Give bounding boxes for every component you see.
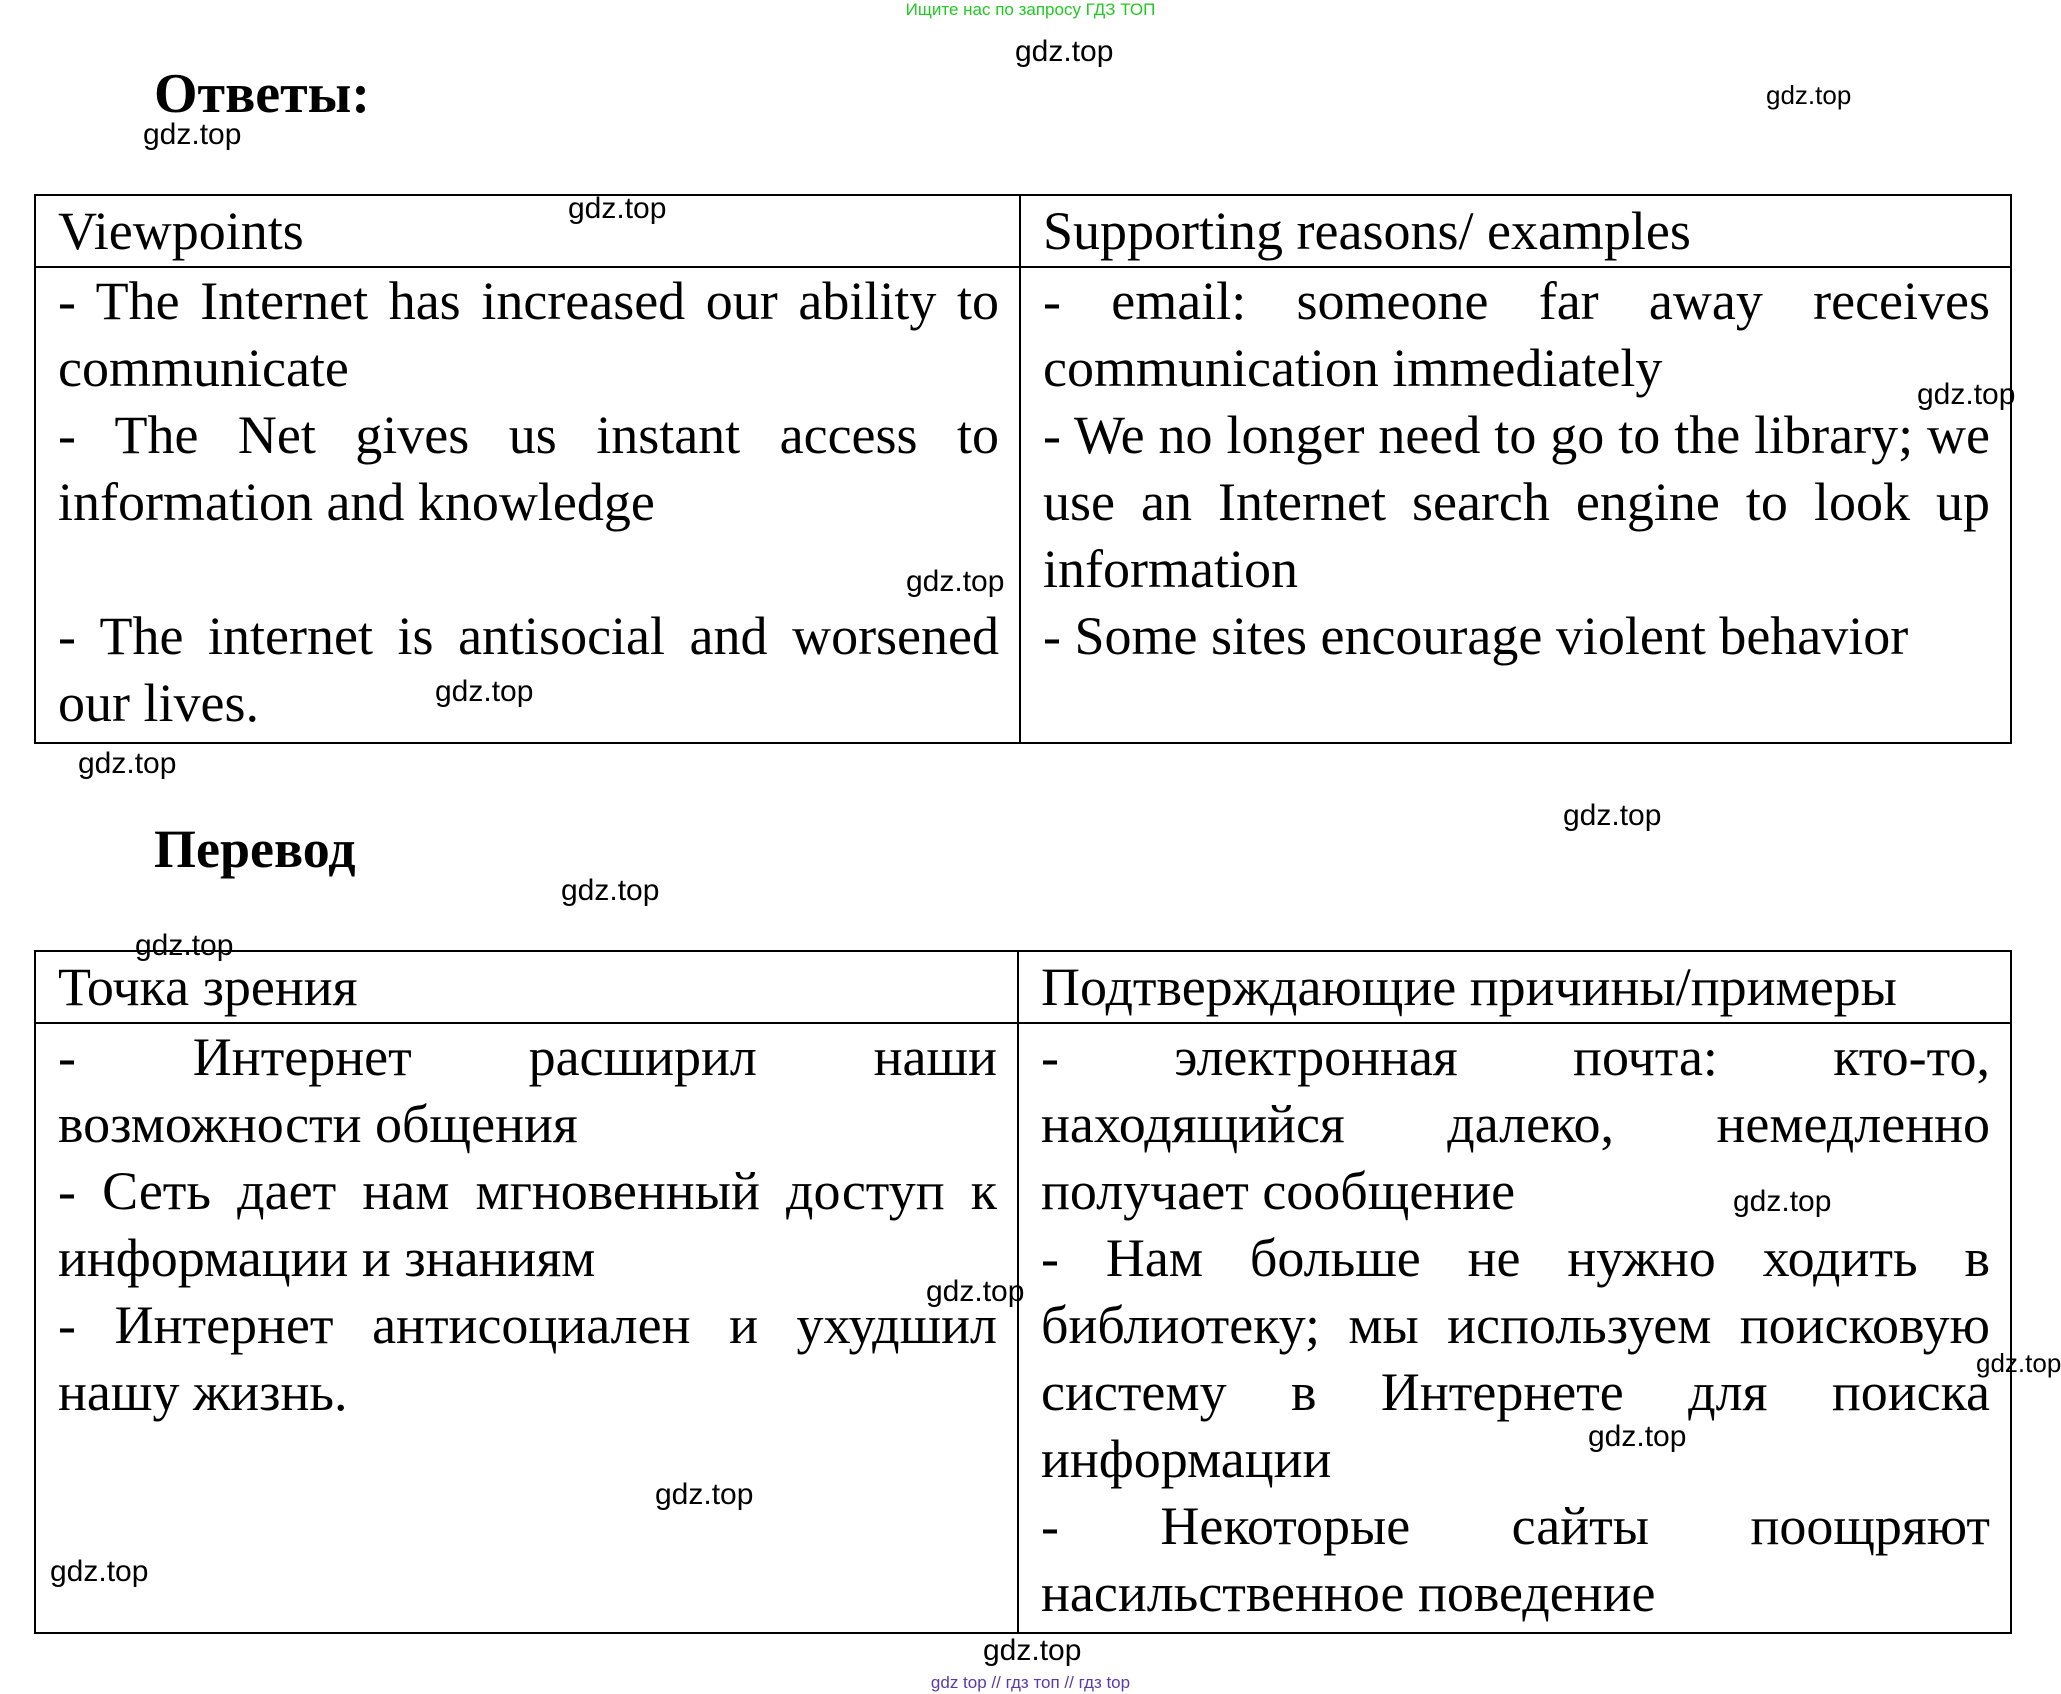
viewpoint-item: - The internet is antisocial and worsened our lives. [58,606,999,733]
watermark: gdz.top [568,192,667,225]
column-header-reasons-ru: Подтверждающие причины/примеры [1018,951,2011,1023]
viewpoint-item: - The Net gives us instant access to information and knowledge [58,405,999,532]
watermark: gdz.top [1733,1185,1832,1218]
watermark: gdz.top [1015,35,1114,68]
reason-item: - email: someone far away receives communication immediately [1043,271,1990,398]
translation-heading: Перевод [154,819,356,879]
reasons-cell-ru [1018,1023,2011,1633]
watermark: gdz.top [983,1634,1082,1667]
watermark: gdz.top [1588,1420,1687,1453]
translation-table [34,950,2012,1634]
column-header-reasons: Supporting reasons/ examples [1020,195,2011,267]
watermark: gdz.top [561,874,660,907]
watermark: gdz.top [655,1478,754,1511]
watermark: gdz.top [78,747,177,780]
column-header-viewpoints-ru: Точка зрения [35,951,1018,1023]
viewpoints-cell [35,267,1020,743]
footer-links[interactable]: gdz top // гдз топ // гдз top [930,1673,1131,1692]
viewpoint-item-ru: - Сеть дает нам мгновенный доступ к информации и знаниям [58,1161,997,1288]
watermark: gdz.top [143,118,242,151]
watermark: gdz.top [906,565,1005,598]
watermark: gdz.top [1563,799,1662,832]
viewpoint-item-ru: - Интернет антисоциален и ухудшил нашу жизнь. [58,1295,997,1422]
top-banner[interactable]: Ищите нас по запросу ГДЗ ТОП [905,0,1156,19]
viewpoint-item: - The Internet has increased our ability to communicate [58,271,999,398]
reason-item-ru: - Нам больше не нужно ходить в библиотеку; мы используем поисковую систему в Интернете для поиска информации [1041,1228,1990,1489]
reason-item: - We no longer need to go to the library; we use an Internet search engine to look up information [1043,405,1990,599]
watermark: gdz.top [1766,80,1852,110]
answers-heading: Ответы: [154,63,371,125]
reason-item-ru: - Некоторые сайты поощряют насильственное поведение [1041,1496,1990,1623]
watermark: gdz.top [926,1275,1025,1308]
reason-item-ru: - электронная почта: кто-то, находящийся далеко, немедленно получает сообщение [1041,1027,1990,1221]
viewpoints-cell-ru [35,1023,1018,1633]
reasons-cell [1020,267,2011,743]
watermark: gdz.top [1917,378,2016,411]
watermark: gdz.top [435,675,534,708]
viewpoint-item-ru: - Интернет расширил наши возможности общения [58,1027,997,1154]
watermark: gdz.top [135,929,234,962]
answers-table [34,194,2012,744]
watermark: gdz.top [50,1555,149,1588]
reason-item: - Some sites encourage violent behavior [1043,606,1909,666]
watermark: gdz.top [1976,1348,2061,1378]
column-header-viewpoints: Viewpoints [35,195,1020,267]
